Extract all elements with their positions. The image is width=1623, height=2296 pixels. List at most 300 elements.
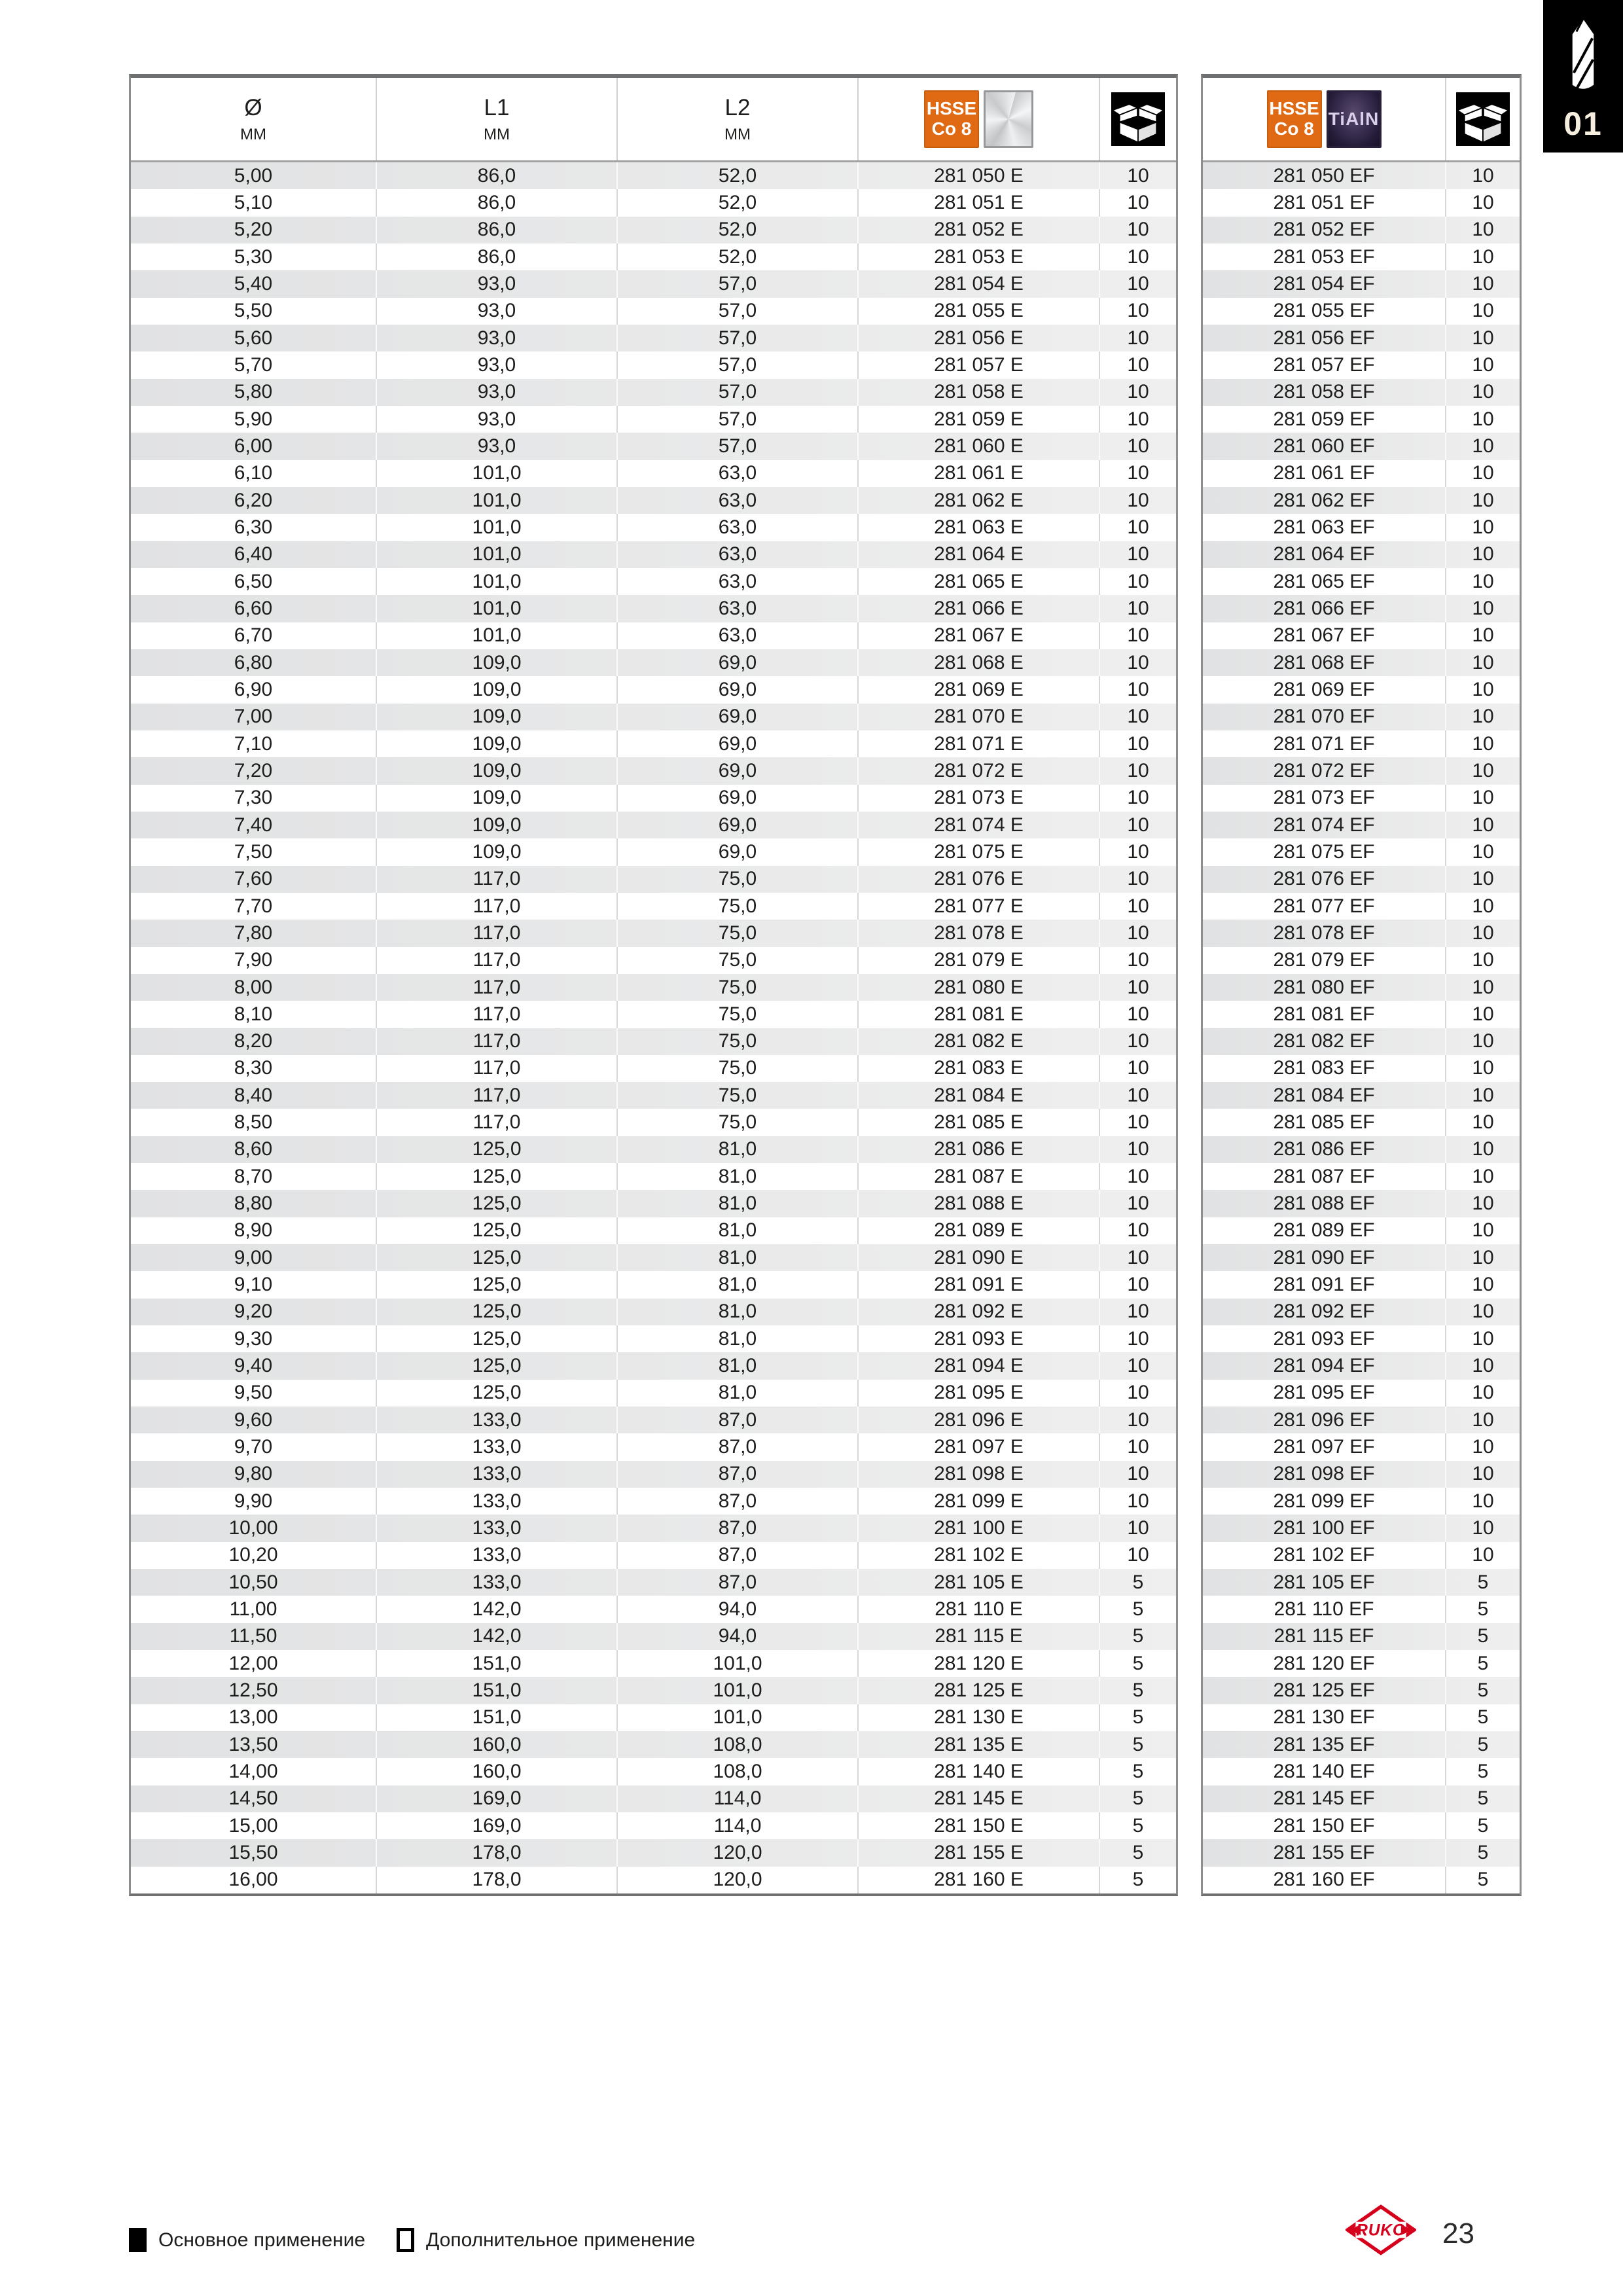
table-row (1203, 541, 1520, 568)
article-coated-cell: 281 086 EF (1273, 1138, 1375, 1160)
pack-qty-cell: 10 (1445, 189, 1520, 216)
table-row (1203, 595, 1520, 622)
diameter-cell: 11,00 (229, 1598, 277, 1621)
table-row (131, 1569, 1176, 1596)
brand-logo (1346, 2204, 1416, 2259)
l1-cell: 93,0 (376, 298, 616, 325)
article-coated-cell: 281 155 EF (1273, 1842, 1375, 1863)
table-row (1203, 1542, 1520, 1569)
article-coated-cell: 281 078 EF (1273, 922, 1375, 944)
pack-qty-cell: 5 (1445, 1623, 1520, 1650)
l2-cell: 69,0 (616, 785, 857, 812)
diameter-cell: 6,50 (234, 570, 273, 592)
l1-cell: 125,0 (376, 1217, 616, 1244)
header-l2 (616, 78, 857, 160)
article-cell: 281 092 E (857, 1299, 1099, 1325)
article-cell: 281 070 E (857, 704, 1099, 730)
table-row (131, 757, 1176, 784)
diameter-cell: 7,50 (234, 840, 273, 863)
l1-cell: 133,0 (376, 1569, 616, 1596)
pack-qty-cell: 5 (1099, 1623, 1176, 1650)
diameter-cell: 13,00 (228, 1706, 278, 1729)
pack-qty-cell: 10 (1099, 1163, 1176, 1190)
l1-cell: 125,0 (376, 1380, 616, 1407)
pack-qty-cell: 10 (1099, 514, 1176, 541)
table-row (1203, 622, 1520, 649)
pack-qty-cell: 10 (1445, 947, 1520, 974)
diameter-cell: 5,00 (234, 164, 273, 187)
table-row (1203, 1028, 1520, 1055)
table-row (1203, 1731, 1520, 1758)
pack-qty-cell: 10 (1099, 1271, 1176, 1298)
l2-cell: 63,0 (616, 541, 857, 568)
article-coated-cell: 281 120 EF (1273, 1652, 1375, 1674)
l1-cell: 125,0 (376, 1136, 616, 1163)
pack-qty-cell: 10 (1099, 1488, 1176, 1515)
article-coated-cell: 281 068 EF (1273, 651, 1375, 673)
pack-qty-cell: 10 (1099, 568, 1176, 595)
article-coated-cell: 281 089 EF (1273, 1219, 1375, 1242)
article-cell: 281 155 E (857, 1839, 1099, 1866)
article-cell: 281 096 E (857, 1407, 1099, 1433)
table-row (1203, 162, 1520, 189)
l2-cell: 69,0 (616, 676, 857, 703)
article-cell: 281 091 E (857, 1271, 1099, 1298)
l1-cell: 109,0 (376, 649, 616, 676)
table-row (131, 1325, 1176, 1352)
l2-cell: 63,0 (616, 568, 857, 595)
section-tab (1543, 0, 1623, 152)
article-cell: 281 095 E (857, 1380, 1099, 1407)
pack-qty-cell: 10 (1445, 1055, 1520, 1082)
table-row (131, 1812, 1176, 1839)
l2-cell: 120,0 (616, 1839, 857, 1866)
l1-cell: 101,0 (376, 622, 616, 649)
l1-cell: 125,0 (376, 1352, 616, 1379)
article-cell: 281 063 E (857, 514, 1099, 541)
table-row (1203, 1839, 1520, 1866)
l2-cell: 81,0 (616, 1380, 857, 1407)
l1-cell: 117,0 (376, 1055, 616, 1082)
article-coated-cell: 281 140 EF (1273, 1761, 1375, 1783)
l2-cell: 108,0 (616, 1758, 857, 1785)
table-row (1203, 1244, 1520, 1271)
l1-cell: 101,0 (376, 487, 616, 514)
article-cell: 281 150 E (857, 1812, 1099, 1839)
table-row (131, 243, 1176, 270)
article-cell: 281 050 E (857, 162, 1099, 189)
table-row (1203, 893, 1520, 920)
diameter-cell: 10,50 (228, 1571, 278, 1593)
diameter-cell: 14,50 (228, 1787, 278, 1810)
pack-qty-cell: 5 (1099, 1839, 1176, 1866)
table-row (131, 270, 1176, 297)
pack-qty-cell: 10 (1099, 270, 1176, 297)
hsse-badge-line1: HSSE (1269, 98, 1319, 119)
table-row (131, 1785, 1176, 1812)
pack-qty-cell: 10 (1099, 379, 1176, 406)
l1-cell: 117,0 (376, 974, 616, 1001)
diameter-cell: 8,10 (234, 1003, 273, 1025)
l2-cell: 101,0 (616, 1704, 857, 1731)
ruko-logo-icon (1346, 2204, 1416, 2255)
diameter-cell: 5,30 (234, 245, 273, 268)
article-coated-cell: 281 071 EF (1273, 732, 1375, 755)
article-coated-cell: 281 105 EF (1273, 1571, 1375, 1593)
table-row (1203, 1163, 1520, 1190)
pack-qty-cell: 10 (1445, 406, 1520, 433)
table-row (131, 1677, 1176, 1704)
diameter-cell: 7,30 (234, 787, 273, 809)
pack-qty-cell: 10 (1445, 785, 1520, 812)
l2-cell: 75,0 (616, 866, 857, 893)
l2-label: L2 (724, 94, 751, 120)
article-cell: 281 120 E (857, 1650, 1099, 1677)
table-row (131, 1217, 1176, 1244)
l1-cell: 93,0 (376, 433, 616, 459)
l2-cell: 81,0 (616, 1352, 857, 1379)
pack-qty-cell: 10 (1099, 1325, 1176, 1352)
table-row (131, 325, 1176, 351)
table-row (1203, 1190, 1520, 1217)
table-row (131, 1839, 1176, 1866)
table-row (1203, 1867, 1520, 1893)
pack-qty-cell: 10 (1099, 1542, 1176, 1569)
material-badges (1267, 90, 1382, 148)
pack-qty-cell: 5 (1445, 1758, 1520, 1785)
pack-qty-cell: 10 (1445, 541, 1520, 568)
l1-cell: 86,0 (376, 217, 616, 243)
diameter-cell: 8,30 (234, 1057, 273, 1079)
article-cell: 281 088 E (857, 1190, 1099, 1217)
pack-qty-cell: 10 (1445, 487, 1520, 514)
article-cell: 281 097 E (857, 1433, 1099, 1460)
l1-cell: 133,0 (376, 1515, 616, 1541)
l2-cell: 75,0 (616, 1028, 857, 1055)
article-coated-cell: 281 082 EF (1273, 1030, 1375, 1052)
l1-cell: 101,0 (376, 460, 616, 487)
table-row (131, 1867, 1176, 1893)
diameter-cell: 9,70 (234, 1436, 273, 1458)
pack-qty-cell: 10 (1099, 676, 1176, 703)
l1-cell: 125,0 (376, 1271, 616, 1298)
article-cell: 281 082 E (857, 1028, 1099, 1055)
pack-qty-cell: 10 (1099, 1407, 1176, 1433)
diameter-cell: 10,00 (228, 1517, 278, 1539)
pack-qty-cell: 10 (1445, 1433, 1520, 1460)
hsse-badge-line2: Co 8 (931, 118, 972, 139)
l1-cell: 109,0 (376, 676, 616, 703)
legend-secondary (397, 2228, 695, 2252)
main-table-header (131, 78, 1176, 162)
diameter-cell: 6,30 (234, 516, 273, 538)
pack-qty-cell: 10 (1099, 1299, 1176, 1325)
bright-finish-badge (984, 90, 1033, 148)
article-cell: 281 115 E (857, 1623, 1099, 1650)
article-coated-cell: 281 098 EF (1273, 1463, 1375, 1485)
pack-qty-cell: 10 (1445, 217, 1520, 243)
diameter-cell: 7,00 (234, 706, 273, 728)
article-coated-cell: 281 145 EF (1273, 1787, 1375, 1810)
l2-cell: 75,0 (616, 1055, 857, 1082)
article-coated-cell: 281 083 EF (1273, 1057, 1375, 1079)
l1-cell: 125,0 (376, 1190, 616, 1217)
pack-qty-cell: 10 (1445, 1244, 1520, 1271)
article-cell: 281 145 E (857, 1785, 1099, 1812)
article-cell: 281 089 E (857, 1217, 1099, 1244)
pack-qty-cell: 10 (1099, 433, 1176, 459)
pack-qty-cell: 10 (1099, 1190, 1176, 1217)
table-row (131, 1352, 1176, 1379)
l2-cell: 57,0 (616, 298, 857, 325)
pack-qty-cell: 10 (1099, 1082, 1176, 1109)
l2-cell: 87,0 (616, 1569, 857, 1596)
table-row (1203, 351, 1520, 378)
l1-cell: 151,0 (376, 1704, 616, 1731)
l1-cell: 117,0 (376, 893, 616, 920)
l1-cell: 133,0 (376, 1488, 616, 1515)
pack-qty-cell: 5 (1099, 1569, 1176, 1596)
table-row (131, 1407, 1176, 1433)
article-cell: 281 056 E (857, 325, 1099, 351)
table-row (131, 351, 1176, 378)
pack-qty-cell: 5 (1445, 1731, 1520, 1758)
diameter-cell: 7,90 (234, 949, 273, 971)
l2-cell: 69,0 (616, 757, 857, 784)
table-row (1203, 676, 1520, 703)
pack-qty-cell: 10 (1099, 622, 1176, 649)
pack-qty-cell: 10 (1099, 541, 1176, 568)
pack-qty-cell: 10 (1445, 920, 1520, 946)
diameter-cell: 8,60 (234, 1138, 273, 1160)
article-cell: 281 076 E (857, 866, 1099, 893)
l1-cell: 101,0 (376, 568, 616, 595)
table-row (131, 514, 1176, 541)
l1-cell: 101,0 (376, 541, 616, 568)
article-coated-cell: 281 064 EF (1273, 543, 1375, 565)
article-cell: 281 086 E (857, 1136, 1099, 1163)
article-cell: 281 069 E (857, 676, 1099, 703)
table-row (131, 1488, 1176, 1515)
article-cell: 281 100 E (857, 1515, 1099, 1541)
pack-qty-cell: 10 (1445, 757, 1520, 784)
l1-cell: 142,0 (376, 1596, 616, 1623)
table-row (1203, 514, 1520, 541)
article-coated-cell: 281 073 EF (1273, 787, 1375, 809)
diameter-cell: 15,00 (228, 1814, 278, 1837)
l2-cell: 81,0 (616, 1163, 857, 1190)
diameter-cell: 9,30 (234, 1327, 273, 1350)
hsse-badge-line2: Co 8 (1274, 118, 1314, 139)
article-coated-cell: 281 090 EF (1273, 1246, 1375, 1268)
table-row (131, 189, 1176, 216)
header-l1 (376, 78, 616, 160)
table-row (1203, 1461, 1520, 1488)
table-row (131, 1461, 1176, 1488)
package-icon (1456, 92, 1510, 146)
diameter-cell: 7,80 (234, 922, 273, 944)
article-coated-cell: 281 065 EF (1273, 570, 1375, 592)
article-coated-cell: 281 052 EF (1273, 219, 1375, 241)
table-row (131, 595, 1176, 622)
l1-cell: 151,0 (376, 1677, 616, 1704)
pack-qty-cell: 10 (1099, 838, 1176, 865)
l1-cell: 125,0 (376, 1325, 616, 1352)
article-cell: 281 087 E (857, 1163, 1099, 1190)
article-coated-cell: 281 096 EF (1273, 1408, 1375, 1431)
article-cell: 281 160 E (857, 1867, 1099, 1893)
l2-cell: 87,0 (616, 1433, 857, 1460)
table-row (1203, 460, 1520, 487)
diameter-cell: 8,00 (234, 976, 273, 998)
pack-qty-cell: 10 (1445, 243, 1520, 270)
table-row (131, 162, 1176, 189)
article-cell: 281 085 E (857, 1109, 1099, 1136)
table-row (131, 406, 1176, 433)
diameter-cell: 9,20 (234, 1300, 273, 1323)
article-cell: 281 072 E (857, 757, 1099, 784)
table-row (131, 1299, 1176, 1325)
article-cell: 281 074 E (857, 812, 1099, 838)
article-coated-cell: 281 059 EF (1273, 408, 1375, 430)
article-coated-cell: 281 160 EF (1273, 1869, 1375, 1891)
l2-cell: 87,0 (616, 1407, 857, 1433)
table-row (1203, 1758, 1520, 1785)
table-row (1203, 866, 1520, 893)
pack-qty-cell: 5 (1445, 1677, 1520, 1704)
table-row (131, 1028, 1176, 1055)
article-cell: 281 098 E (857, 1461, 1099, 1488)
article-coated-cell: 281 100 EF (1273, 1517, 1375, 1539)
table-row (1203, 1380, 1520, 1407)
table-row (131, 1001, 1176, 1028)
article-cell: 281 102 E (857, 1542, 1099, 1569)
article-cell: 281 062 E (857, 487, 1099, 514)
article-coated-cell: 281 087 EF (1273, 1165, 1375, 1187)
l2-cell: 120,0 (616, 1867, 857, 1893)
table-row (1203, 1271, 1520, 1298)
table-row (131, 379, 1176, 406)
l1-cell: 93,0 (376, 270, 616, 297)
l1-cell: 93,0 (376, 325, 616, 351)
diameter-cell: 15,50 (228, 1842, 278, 1863)
l1-cell: 117,0 (376, 1082, 616, 1109)
table-row (131, 460, 1176, 487)
pack-qty-cell: 10 (1099, 1028, 1176, 1055)
article-coated-cell: 281 057 EF (1273, 353, 1375, 376)
l2-cell: 81,0 (616, 1244, 857, 1271)
pack-qty-cell: 10 (1445, 1271, 1520, 1298)
table-row (1203, 1515, 1520, 1541)
l1-cell: 86,0 (376, 162, 616, 189)
l1-cell: 117,0 (376, 920, 616, 946)
table-row (131, 676, 1176, 703)
pack-qty-cell: 10 (1099, 487, 1176, 514)
pack-qty-cell: 10 (1445, 704, 1520, 730)
diameter-cell: 12,50 (228, 1679, 278, 1702)
pack-qty-cell: 10 (1099, 947, 1176, 974)
diameter-cell: 9,90 (234, 1490, 273, 1512)
table-row (131, 1190, 1176, 1217)
l1-cell: 93,0 (376, 379, 616, 406)
pack-qty-cell: 10 (1445, 1028, 1520, 1055)
table-row (131, 1515, 1176, 1541)
article-coated-cell: 281 094 EF (1273, 1355, 1375, 1377)
pack-qty-cell: 10 (1099, 595, 1176, 622)
diameter-cell: 6,90 (234, 678, 273, 700)
pack-qty-cell: 5 (1445, 1596, 1520, 1623)
l1-cell: 178,0 (376, 1839, 616, 1866)
article-coated-cell: 281 130 EF (1273, 1706, 1375, 1729)
pack-qty-cell: 5 (1445, 1785, 1520, 1812)
pack-qty-cell: 5 (1445, 1812, 1520, 1839)
table-row (131, 1433, 1176, 1460)
l2-cell: 81,0 (616, 1271, 857, 1298)
article-cell: 281 135 E (857, 1731, 1099, 1758)
article-cell: 281 099 E (857, 1488, 1099, 1515)
article-coated-cell: 281 060 EF (1273, 435, 1375, 457)
brand-name: RUKO (1356, 2221, 1406, 2240)
article-cell: 281 105 E (857, 1569, 1099, 1596)
pack-qty-cell: 10 (1099, 1136, 1176, 1163)
article-coated-cell: 281 077 EF (1273, 895, 1375, 917)
pack-qty-cell: 10 (1445, 1407, 1520, 1433)
table-row (131, 838, 1176, 865)
pack-qty-cell: 10 (1445, 1190, 1520, 1217)
header-diameter (131, 78, 376, 160)
article-coated-cell: 281 072 EF (1273, 759, 1375, 781)
article-coated-cell: 281 115 EF (1274, 1625, 1374, 1647)
pack-qty-cell: 10 (1099, 893, 1176, 920)
pack-qty-cell: 5 (1099, 1704, 1176, 1731)
pack-qty-cell: 10 (1445, 298, 1520, 325)
article-cell: 281 094 E (857, 1352, 1099, 1379)
table-row (131, 649, 1176, 676)
article-cell: 281 078 E (857, 920, 1099, 946)
pack-qty-cell: 5 (1099, 1596, 1176, 1623)
table-row (1203, 1109, 1520, 1136)
diameter-cell: 9,00 (234, 1246, 273, 1268)
article-coated-cell: 281 066 EF (1273, 597, 1375, 619)
l2-cell: 57,0 (616, 406, 857, 433)
table-row (1203, 1704, 1520, 1731)
coated-table-body (1203, 162, 1520, 1893)
l1-cell: 133,0 (376, 1461, 616, 1488)
l1-cell: 93,0 (376, 351, 616, 378)
l1-cell: 117,0 (376, 866, 616, 893)
table-row (131, 920, 1176, 946)
l2-cell: 81,0 (616, 1136, 857, 1163)
article-coated-cell: 281 063 EF (1273, 516, 1375, 538)
diameter-cell: 6,20 (234, 489, 273, 511)
unit-label: ММ (724, 125, 751, 143)
article-coated-cell: 281 051 EF (1273, 191, 1375, 213)
pack-qty-cell: 10 (1445, 649, 1520, 676)
article-coated-cell: 281 067 EF (1273, 624, 1375, 647)
article-cell: 281 110 E (857, 1596, 1099, 1623)
article-cell: 281 051 E (857, 189, 1099, 216)
article-cell: 281 080 E (857, 974, 1099, 1001)
article-coated-cell: 281 084 EF (1273, 1084, 1375, 1106)
diameter-cell: 8,90 (234, 1219, 273, 1242)
article-coated-cell: 281 085 EF (1273, 1111, 1375, 1134)
table-row (1203, 270, 1520, 297)
pack-qty-cell: 10 (1445, 433, 1520, 459)
pack-qty-cell: 5 (1099, 1867, 1176, 1893)
article-coated-cell: 281 092 EF (1273, 1300, 1375, 1323)
l2-cell: 63,0 (616, 514, 857, 541)
header-article-tialn (1203, 78, 1445, 160)
